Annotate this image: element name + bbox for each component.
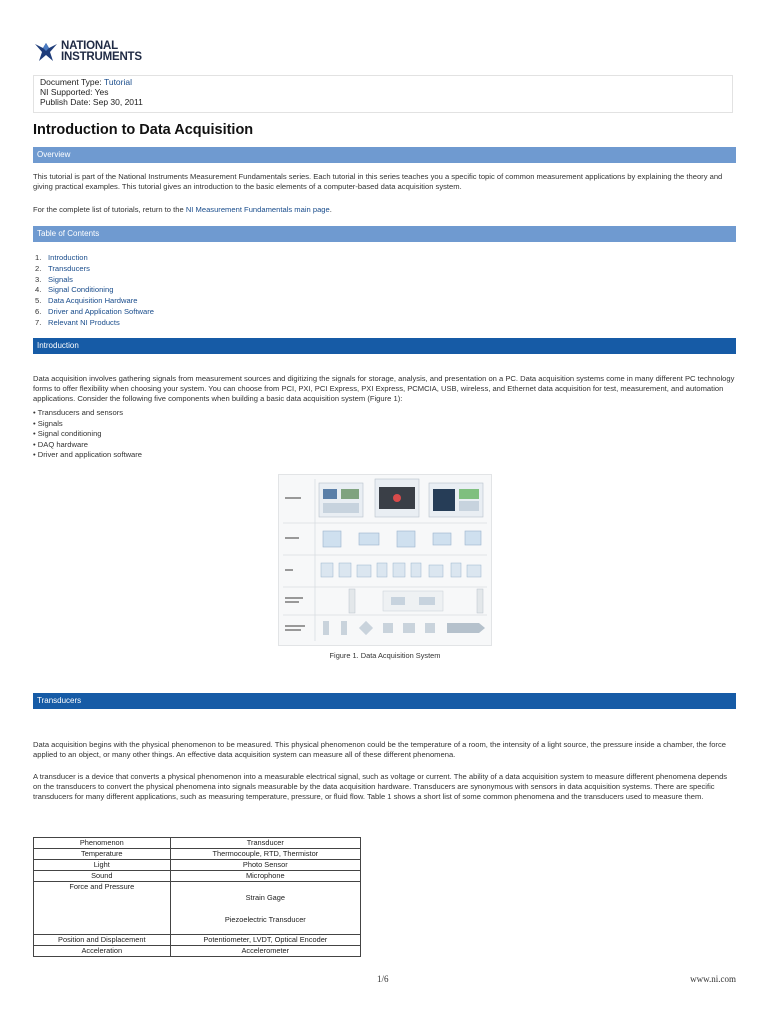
table-cell: Sound [34,871,171,882]
table-of-contents [33,253,154,329]
table-row [34,871,361,882]
toc-item: 4. Signal Conditioning [35,285,114,295]
ni-logo[interactable] [34,40,142,64]
doc-type-label: Document Type: [40,77,102,87]
footer-url: www.ni.com [690,974,736,984]
figure-caption: Figure 1. Data Acquisition System [329,651,441,660]
toc-item: 3. Signals [35,274,73,284]
list-item: • Signals [33,418,63,428]
ni-supported: NI Supported: Yes [40,87,109,97]
table-cell: Accelerometer [170,946,360,957]
table-cell: Thermocouple, RTD, Thermistor [170,849,360,860]
table-cell: Position and Displacement [34,935,171,946]
page-title: Introduction to Data Acquisition [33,122,254,138]
list-item: • Driver and application software [33,450,143,460]
doc-type-link[interactable]: Tutorial [103,77,132,87]
table-cell: Force and Pressure [34,882,171,935]
table-row [34,946,361,957]
introduction-paragraph: Data acquisition involves gathering signals from measurement sources and digitizing the signals for storage, analysis, and presentation on a PC. Data acquisition systems come in many different PC technology forms to offer flexibility when choosing your system. You can choose from PCI, PXI, PCI Express, PXI Express, PCMCIA, USB, wireless, and Ethernet data acquisition for test, measurement, and automation applications. Consider the following five components when building a basic data acquisition system (Figure 1): [33,374,735,403]
toc-item: 7. Relevant NI Products [35,317,120,327]
overview-paragraph: This tutorial is part of the National Instruments Measurement Fundamentals series. Each tutorial in this series teaches you a specific topic of common measurement applications by explaining the theory and giving practical examples. This tutorial gives an introduction to the basic elements of a computer-based data acquisition system. [33,172,723,191]
toc-link-signals[interactable]: Signals [48,274,73,284]
table-row [34,935,361,946]
table-cell: Temperature [34,849,171,860]
transducer-table [33,837,361,957]
toc-link-daq-hardware[interactable]: Data Acquisition Hardware [48,296,138,306]
column-header-phenomenon: Phenomenon [34,838,171,849]
page-number: 1/6 [377,974,389,984]
components-list [33,408,142,461]
table-cell-line: Piezoelectric Transducer [224,914,306,924]
overview-link-paragraph: For the complete list of tutorials, return to the NI Measurement Fundamentals main page. [33,205,332,214]
list-item: • Transducers and sensors [33,408,124,417]
section-bar-introduction: Introduction [33,338,736,354]
list-item: • Signal conditioning [33,429,102,439]
table-header-row [34,838,361,849]
table-row [34,849,361,860]
toc-item: 1. Introduction [35,253,88,262]
table-cell-line: Strain Gage [245,892,286,902]
document-meta-box [33,75,733,113]
toc-link-relevant-products[interactable]: Relevant NI Products [48,317,120,327]
toc-link-transducers[interactable]: Transducers [48,263,90,273]
toc-item: 6. Driver and Application Software [35,306,154,316]
daq-system-figure [278,474,492,646]
section-bar-toc: Table of Contents [33,226,736,242]
table-cell: Photo Sensor [170,860,360,871]
transducers-paragraph-2: A transducer is a device that converts a physical phenomenon into a measurable electrical signal, such as voltage or current. The ability of a data acquisition system to measure different phenomena depends on the transducers to convert the physical phenomena into signals measurable by the data acquisition hardware. Transducers are synonymous with sensors in data acquisition systems. There are specific transducers for many different applications, such as measuring temperature, pressure, or fluid flow. Table 1 shows a short list of some common phenomena and the transducers used to measure them. [33,772,728,801]
table-cell: Microphone [170,871,360,882]
fundamentals-main-page-link[interactable]: NI Measurement Fundamentals main page [185,205,330,214]
ni-eagle-logo-icon [34,40,58,64]
toc-item: 5. Data Acquisition Hardware [35,296,138,306]
table-row [34,882,361,935]
section-bar-overview: Overview [33,147,736,163]
column-header-transducer: Transducer [170,838,360,849]
section-bar-transducers: Transducers [33,693,736,709]
transducers-paragraph-1: Data acquisition begins with the physical phenomenon to be measured. This physical phenomenon could be the temperature of a room, the intensity of a light source, the pressure inside a chamber, the force applied to an object, or many other things. An effective data acquisition system can measure all of these different phenomena. [33,740,726,759]
toc-item: 2. Transducers [35,263,90,273]
table-cell [170,882,360,935]
toc-link-driver-software[interactable]: Driver and Application Software [48,306,154,316]
toc-link-signal-conditioning[interactable]: Signal Conditioning [48,285,114,295]
toc-link-introduction[interactable]: Introduction [48,253,88,262]
table-cell: Potentiometer, LVDT, Optical Encoder [170,935,360,946]
list-item: • DAQ hardware [33,439,88,449]
table-cell: Acceleration [34,946,171,957]
daq-system-diagram [279,475,491,645]
logo-wordmark: NATIONAL INSTRUMENTS [61,40,142,63]
table-cell: Light [34,860,171,871]
table-row [34,860,361,871]
publish-date: Publish Date: Sep 30, 2011 [40,97,143,107]
